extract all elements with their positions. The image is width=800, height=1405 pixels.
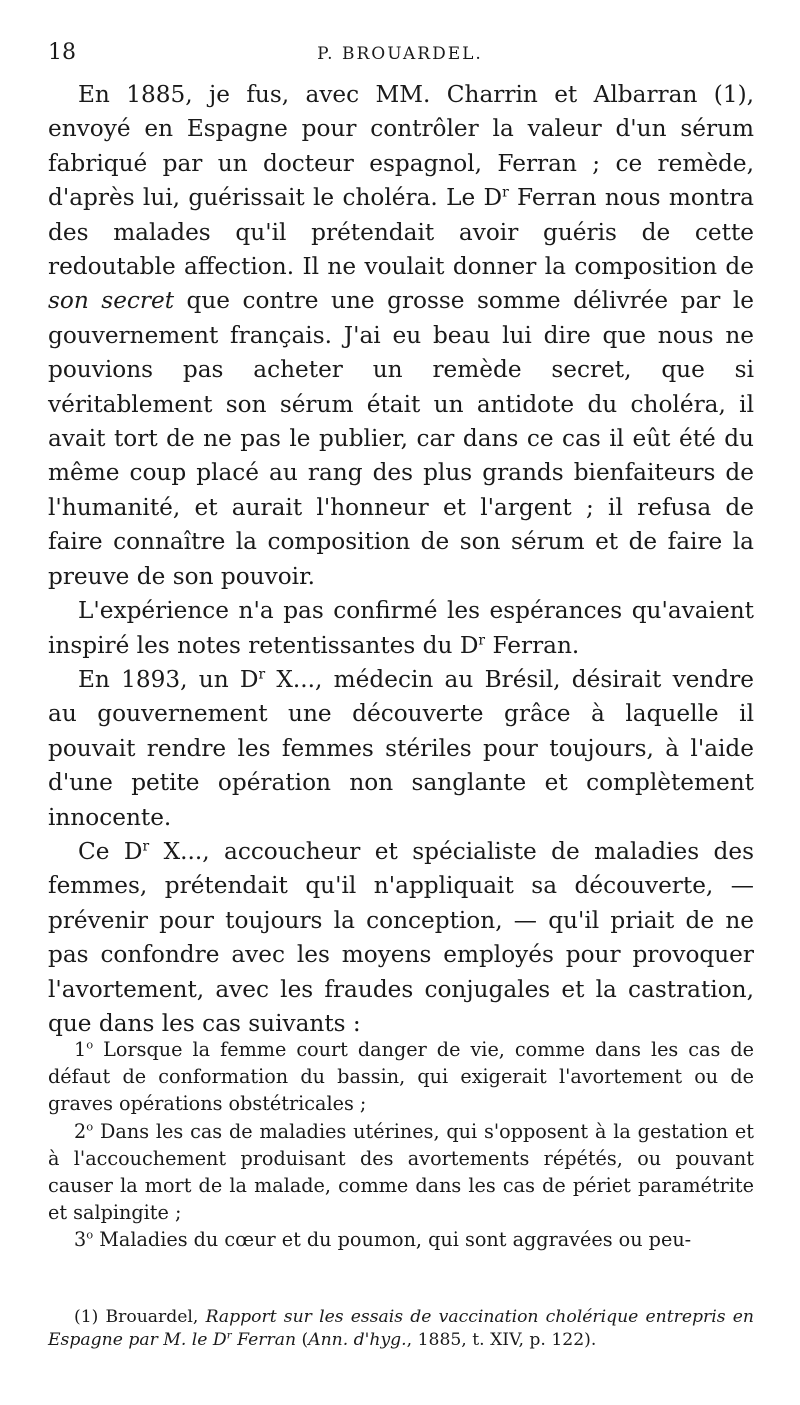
footnote-text: (1) Brouardel, Rapport sur les essais de vaccination cholérique entrepris en Espagne par M. le $D^r$ Ferran (Ann. d'hyg., 1885, t. XIV, p. 122). (48, 1307, 754, 1350)
list-item: 2$^o$ Dans les cas de maladies utérines, qui s'opposent à la gestation et à l'accouchement produisant des avortements répétés, ou pouvant causer la mort de la malade, comme dans les cas de périet paramétrite et salpingite ; (48, 1119, 754, 1225)
numbered-list (48, 1036, 754, 1254)
running-head: P. BROUARDEL. (317, 44, 483, 64)
page-number: 18 (48, 40, 76, 65)
list-item: 3$^o$ Maladies du cœur et du poumon, qui sont aggravées ou peu- (74, 1228, 692, 1252)
footnote (48, 1306, 754, 1352)
main-text (48, 78, 754, 1041)
paragraph: L'expérience n'a pas confirmé les espérances qu'avaient inspiré les notes retentissantes du $D^r$ Ferran. (48, 597, 754, 659)
page-header (48, 40, 752, 70)
paragraph: Ce $D^r$ X..., accoucheur et spécialiste de maladies des femmes, prétendait qu'il n'appliquait sa découverte, — prévenir pour toujours la conception, — qu'il priait de ne pas confondre avec les moyens employés pour provoquer l'avortement, avec les fraudes conjugales et la castration, que dans les cas suivants : (48, 837, 754, 1037)
paragraph: En 1893, un $D^r$ X..., médecin au Brésil, désirait vendre au gouvernement une découverte grâce à laquelle il pouvait rendre les femmes stériles pour toujours, à l'aide d'une petite opération non sanglante et complètement innocente. (48, 665, 754, 831)
paragraph: En 1885, je fus, avec MM. Charrin et Albarran (1), envoyé en Espagne pour contrôler la valeur d'un sérum fabriqué par un docteur espagnol, Ferran ; ce remède, d'après lui, guérissait le choléra. Le $D^r$ Ferran nous montra des malades qu'il prétendait avoir guéris de cette redoutable affection. Il ne voulait donner la composition de son secret que contre une grosse somme délivrée par le gouvernement français. J'ai eu beau lui dire que nous ne pouvions pas acheter un remède secret, que si véritablement son sérum était un antidote du choléra, il avait tort de ne pas le publier, car dans ce cas il eût été du même coup placé au rang des plus grands bienfaiteurs de l'humanité, et aurait l'honneur et l'argent ; il refusa de faire connaître la composition de son sérum et de faire la preuve de son pouvoir. (48, 81, 754, 590)
list-item: 1$^o$ Lorsque la femme court danger de vie, comme dans les cas de défaut de conformation du bassin, qui exigerait l'avortement ou de graves opérations obstétricales ; (48, 1037, 754, 1116)
